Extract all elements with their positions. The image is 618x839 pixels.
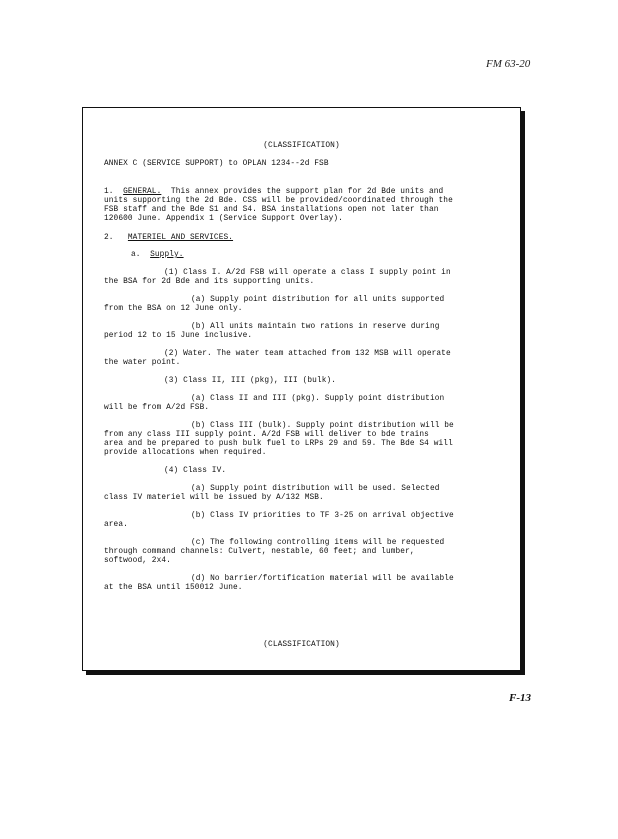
class4-c-line2: through command channels: Culvert, nestable, 60 feet; and lumber, [104, 548, 415, 556]
classification-bottom: (CLASSIFICATION) [263, 641, 340, 649]
class1-line1: (1) Class I. A/2d FSB will operate a class I supply point in [164, 269, 451, 277]
class1-line2: the BSA for 2d Bde and its supporting units. [104, 278, 315, 286]
class4-a-line2: class IV materiel will be issued by A/132 MSB. [104, 494, 324, 502]
page-number: F-13 [509, 692, 531, 704]
class2-3-line: (3) Class II, III (pkg), III (bulk). [164, 377, 337, 385]
para1-line1 [104, 188, 443, 197]
class2-3-a-line2: will be from A/2d FSB. [104, 404, 210, 412]
sub-a-heading: Supply. [150, 251, 184, 259]
water-line2: the water point. [104, 359, 181, 367]
class1-a-line1: (a) Supply point distribution for all units supported [191, 296, 445, 304]
para2-number: 2. [104, 234, 114, 242]
class1-a-line2: from the BSA on 12 June only. [104, 305, 243, 313]
sub-a-label: a. [131, 251, 141, 259]
para2-line [104, 234, 233, 243]
annex-title: ANNEX C (SERVICE SUPPORT) to OPLAN 1234--2d FSB [104, 160, 329, 168]
class1-b-line1: (b) All units maintain two rations in reserve during [191, 323, 440, 331]
class4-d-line2: at the BSA until 150012 June. [104, 584, 243, 592]
para2-heading: MATERIEL AND SERVICES. [127, 234, 234, 242]
class4-c-line3: softwood, 2x4. [104, 557, 171, 565]
class2-3-b-line3: area and be prepared to push bulk fuel to LRPs 29 and 59. The Bde S4 will [104, 440, 453, 448]
para1-text: This annex provides the support plan for 2d Bde units and [170, 188, 444, 196]
classification-top: (CLASSIFICATION) [263, 142, 340, 150]
document-sheet [82, 107, 521, 671]
manual-id-header: FM 63-20 [486, 58, 531, 70]
class4-line: (4) Class IV. [164, 467, 227, 475]
class4-c-line1: (c) The following controlling items will be requested [191, 539, 445, 547]
class1-b-line2: period 12 to 15 June inclusive. [104, 332, 253, 340]
para1-number: 1. [104, 188, 114, 196]
class2-3-b-line4: provide allocations when required. [104, 449, 267, 457]
sub-a-line [131, 251, 184, 260]
class2-3-a-line1: (a) Class II and III (pkg). Supply point distribution [191, 395, 445, 403]
class4-b-line2: area. [104, 521, 128, 529]
class2-3-b-line2: from any class III supply point. A/2d FSB will deliver to bde trains [104, 431, 429, 439]
para1-line4: 120600 June. Appendix 1 (Service Support Overlay). [104, 215, 343, 223]
water-line1: (2) Water. The water team attached from 132 MSB will operate [164, 350, 451, 358]
para1-heading: GENERAL. [123, 188, 162, 196]
para1-line2: units supporting the 2d Bde. CSS will be provided/coordinated through the [104, 197, 453, 205]
class4-d-line1: (d) No barrier/fortification material will be available [191, 575, 454, 583]
class4-a-line1: (a) Supply point distribution will be used. Selected [191, 485, 440, 493]
class2-3-b-line1: (b) Class III (bulk). Supply point distribution will be [191, 422, 454, 430]
class4-b-line1: (b) Class IV priorities to TF 3-25 on arrival objective [191, 512, 454, 520]
para1-line3: FSB staff and the Bde S1 and S4. BSA installations open not later than [104, 206, 439, 214]
